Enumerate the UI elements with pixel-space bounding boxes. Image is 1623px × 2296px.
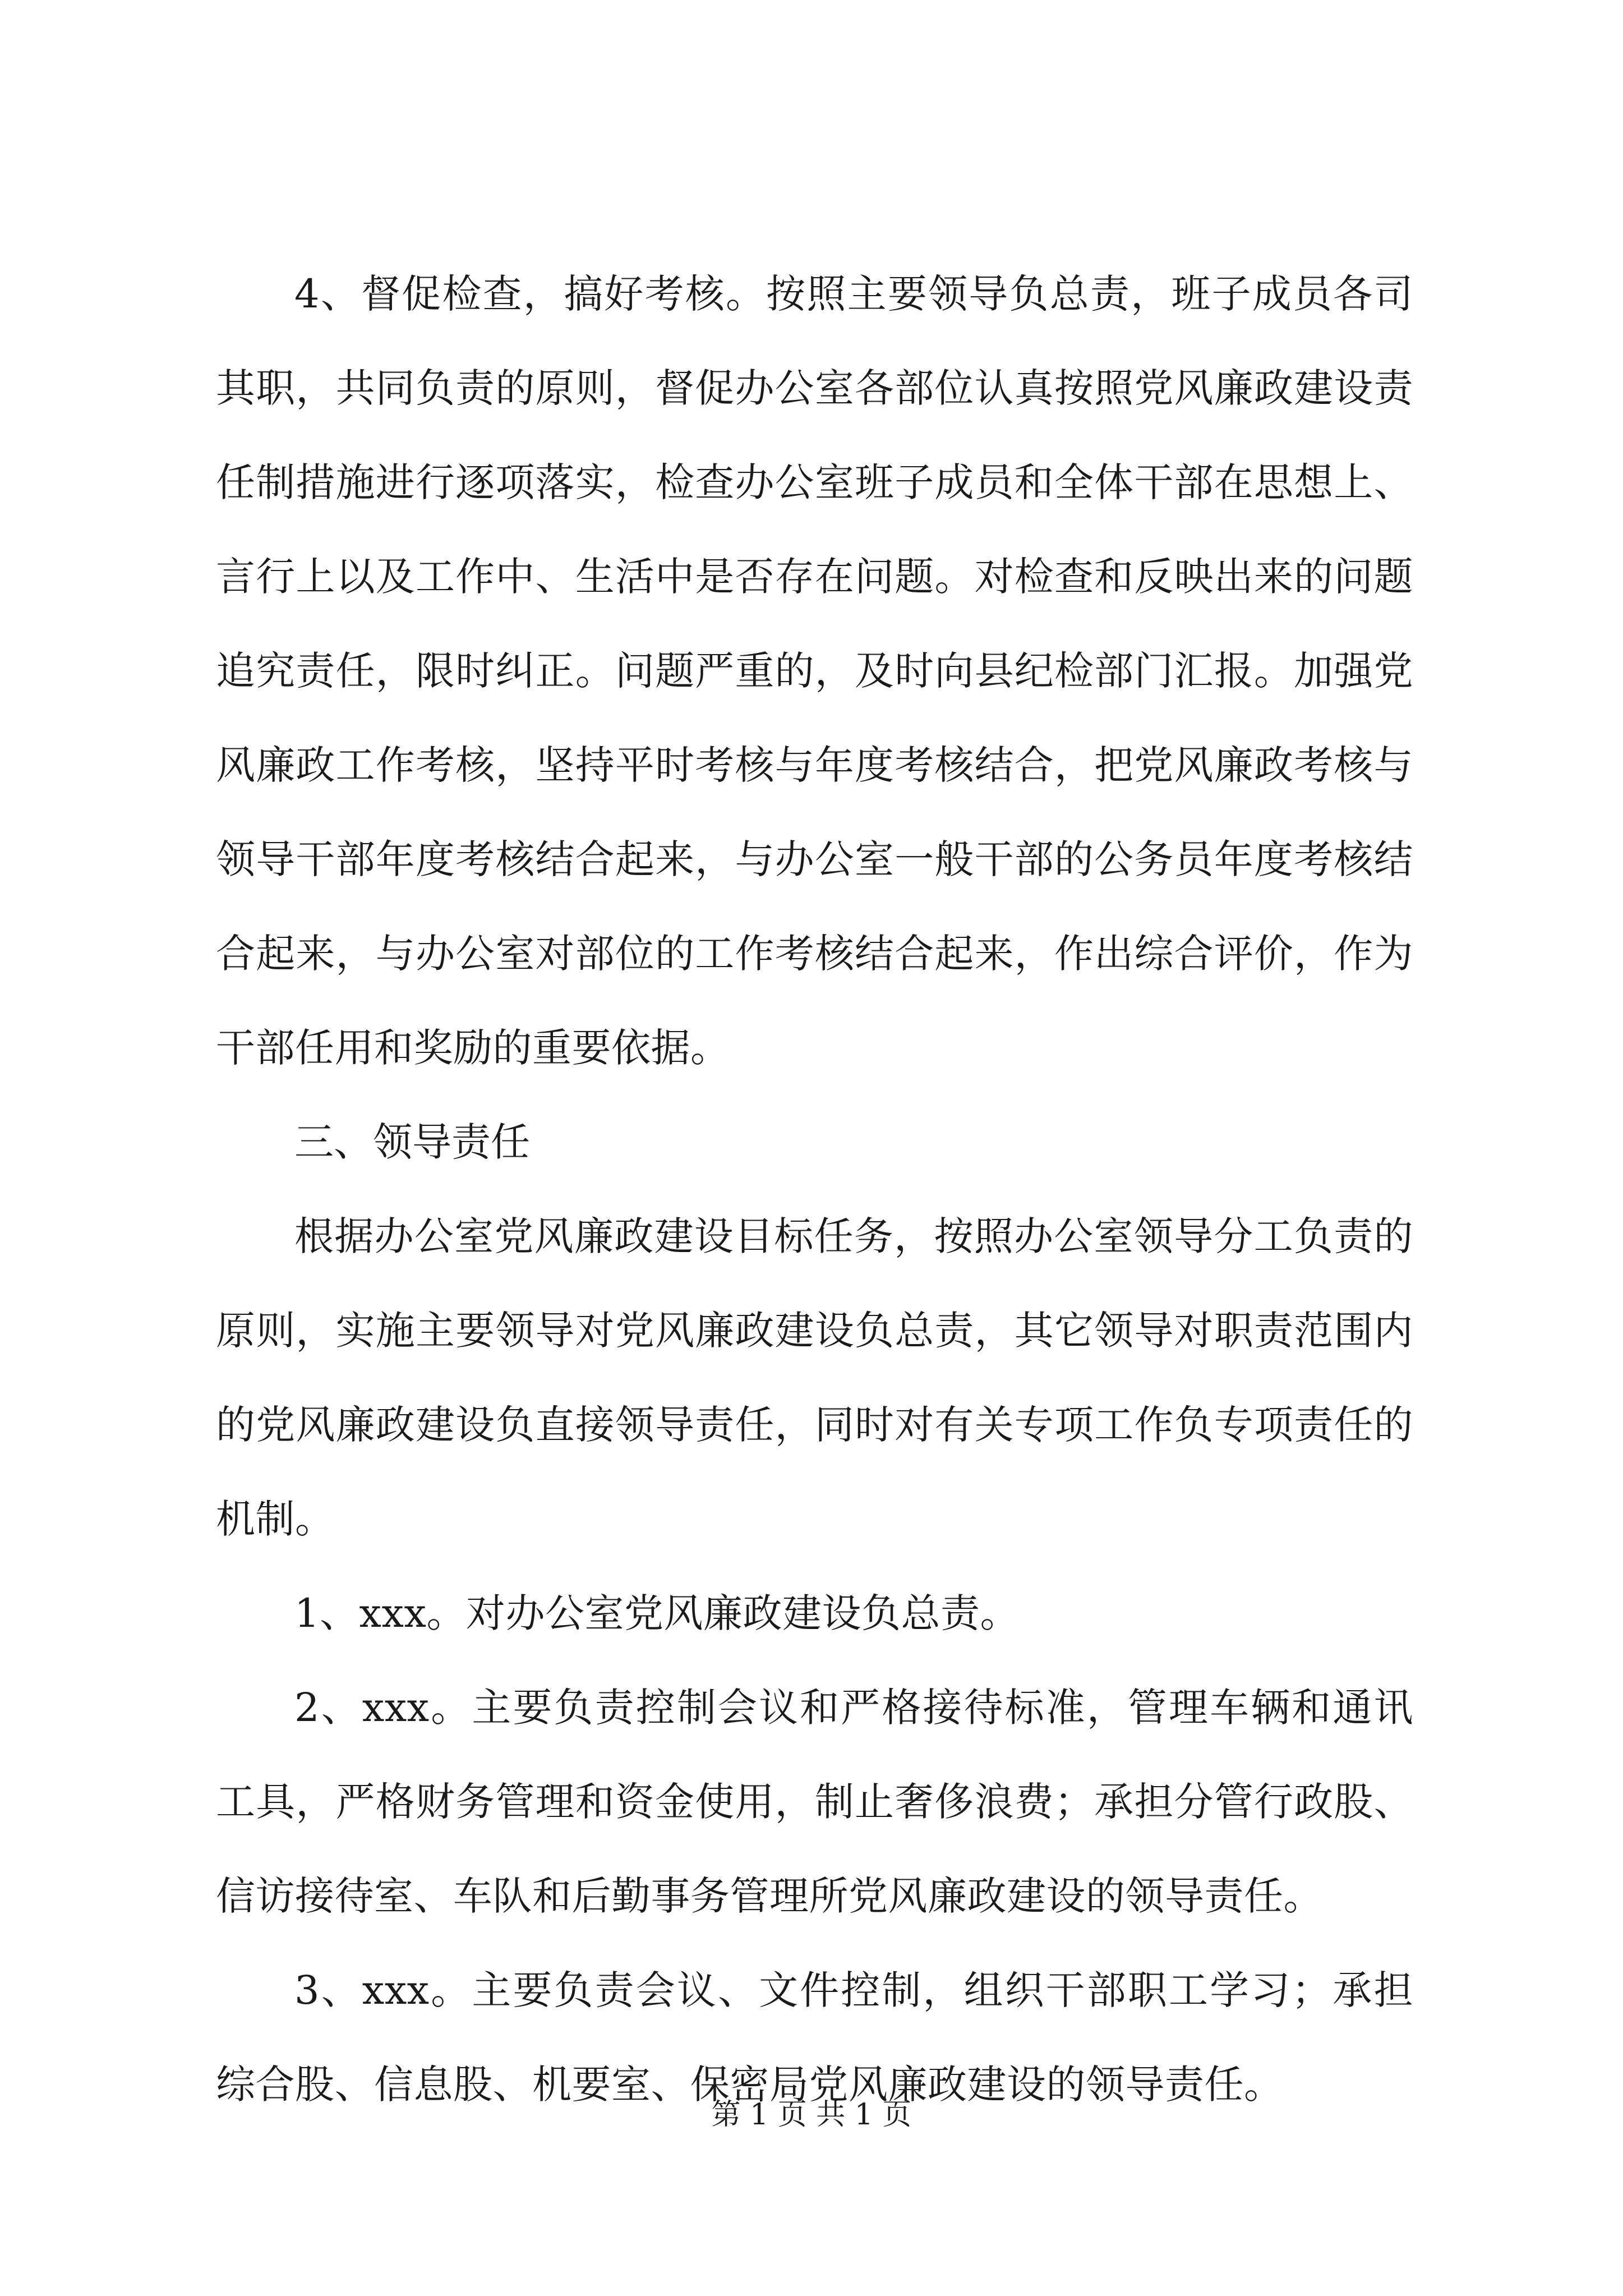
paragraph-item-2: 2、xxx。主要负责控制会议和严格接待标准，管理车辆和通讯工具，严格财务管理和资金使用，制止奢侈浪费；承担分管行政股、信访接待室、车队和后勤事务管理所党风廉政建设的领导责任。 [216, 1685, 1413, 1919]
document-body [216, 247, 1413, 2132]
paragraph-item-1: 1、xxx。对办公室党风廉政建设负总责。 [294, 1590, 1020, 1636]
page-footer: 第 1 页 共 1 页 [711, 2098, 912, 2132]
section-heading: 三、领导责任 [294, 1119, 530, 1165]
paragraph-leadership-intro: 根据办公室党风廉政建设目标任务，按照办公室领导分工负责的原则，实施主要领导对党风廉政建设负总责，其它领导对职责范围内的党风廉政建设负直接领导责任，同时对有关专项工作负专项责任的机制。 [216, 1213, 1413, 1542]
paragraph-item-3: 3、xxx。主要负责会议、文件控制，组织干部职工学习；承担综合股、信息股、机要室、保密局党风廉政建设的领导责任。 [216, 1967, 1413, 2108]
paragraph-supervision: 4、督促检查，搞好考核。按照主要领导负总责，班子成员各司其职，共同负责的原则，督促办公室各部位认真按照党风廉政建设责任制措施进行逐项落实，检查办公室班子成员和全体干部在思想上、言行上以及工作中、生活中是否存在问题。对检查和反映出来的问题追究责任，限时纠正。问题严重的，及时向县纪检部门汇报。加强党风廉政工作考核，坚持平时考核与年度考核结合，把党风廉政考核与领导干部年度考核结合起来，与办公室一般干部的公务员年度考核结合起来，与办公室对部位的工作考核结合起来，作出综合评价，作为干部任用和奖励的重要依据。 [216, 271, 1413, 1071]
